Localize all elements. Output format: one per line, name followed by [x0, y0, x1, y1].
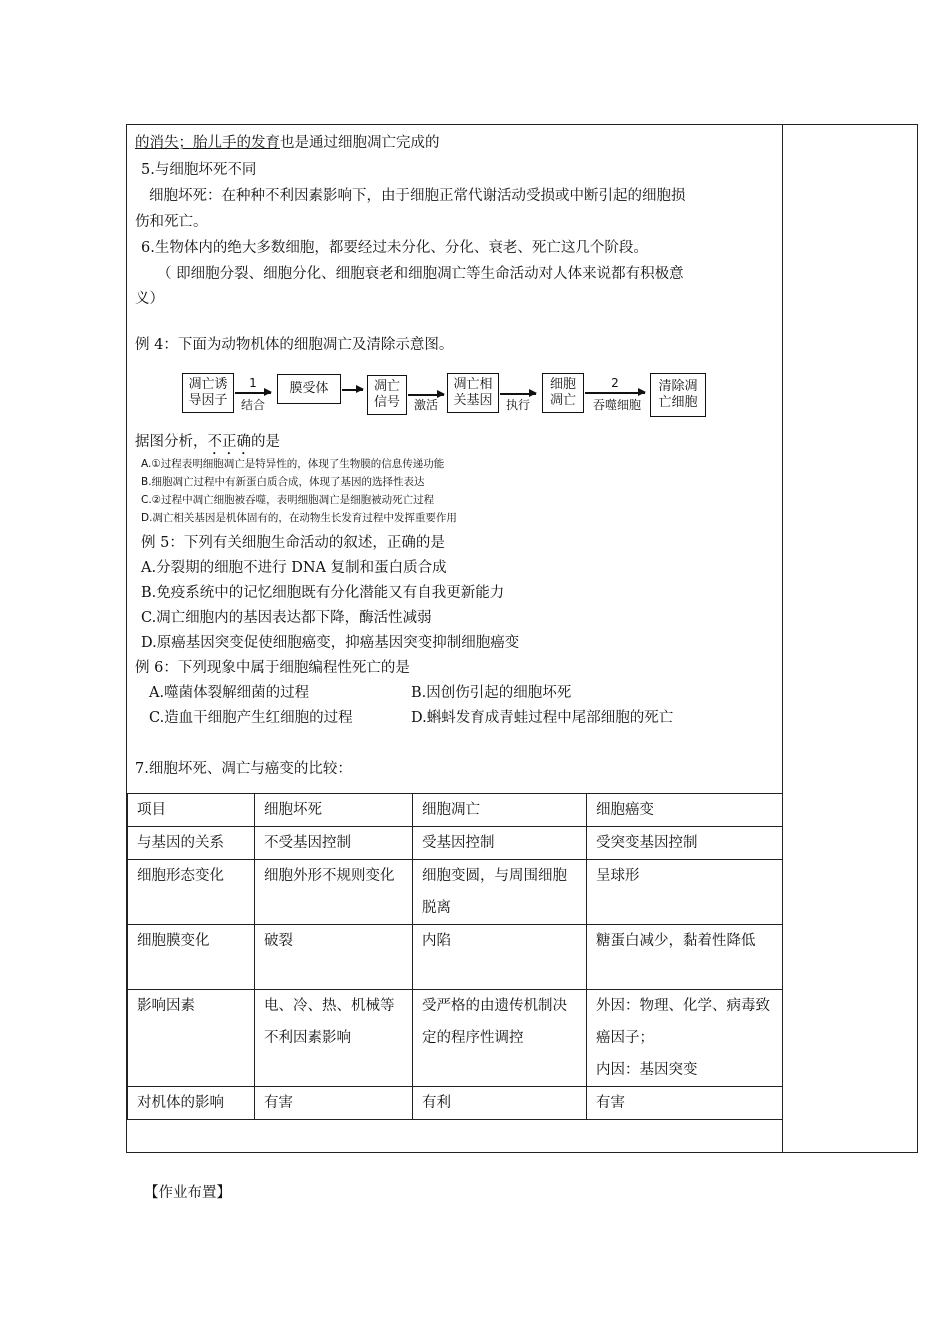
ex6-option-d: D.蝌蚪发育成青蛙过程中尾部细胞的死亡: [411, 710, 674, 726]
table-row: [128, 925, 783, 990]
table-cell: 有害: [587, 1087, 783, 1120]
diagram-arrow-2: [342, 389, 363, 391]
table-cell: 内陷: [413, 925, 587, 990]
ex4-option-c: C.②过程中凋亡细胞被吞噬，表明细胞凋亡是细胞被动死亡过程: [141, 494, 435, 506]
diagram-arrow-1: [235, 392, 271, 394]
cell-text: 外因：物理、化学、病毒致癌因子；: [596, 998, 770, 1046]
ex5-option-a: A.分裂期的细胞不进行 DNA 复制和蛋白质合成: [141, 560, 447, 576]
table-header-cell: 细胞坏死: [255, 794, 413, 827]
diagram-box-genes: 凋亡相 关基因: [447, 373, 499, 413]
ex6-option-b: B.因创伤引起的细胞坏死: [411, 685, 572, 701]
ex6-option-a: A.噬菌体裂解细菌的过程: [149, 685, 310, 701]
section-7-title: 7.细胞坏死、凋亡与癌变的比较：: [135, 761, 352, 777]
ex5-option-d: D.原癌基因突变促使细胞癌变，抑癌基因突变抑制细胞癌变: [141, 635, 520, 651]
table-cell: 破裂: [255, 925, 413, 990]
diagram-arrow-3: [408, 394, 444, 396]
line-3: 伤和死亡。: [135, 214, 208, 230]
ex4-option-a: A.①过程表明细胞凋亡是特异性的，体现了生物膜的信息传递功能: [141, 458, 445, 470]
table-cell: 不受基因控制: [255, 827, 413, 860]
diagram-box-apoptosis: 细胞 凋亡: [542, 373, 584, 413]
underlined-text: 的消失；: [135, 135, 193, 151]
table-header-cell: 项目: [128, 794, 255, 827]
ex5-question: 例 5：下列有关细胞生命活动的叙述，正确的是: [141, 535, 445, 551]
ex4-option-b: B.细胞凋亡过程中有新蛋白质合成，体现了基因的选择性表达: [141, 476, 425, 488]
table-cell: [587, 990, 783, 1087]
line-5: （ 即细胞分裂、细胞分化、细胞衰老和细胞凋亡等生命活动对人体来说都有积极意: [157, 266, 684, 282]
line-6: 义）: [135, 291, 164, 307]
cell-text: 内因：基因突变: [596, 1062, 698, 1078]
table-header-cell: 细胞癌变: [587, 794, 783, 827]
diagram-arrow-5: [585, 392, 645, 394]
table-cell: 细胞变圆，与周围细胞脱离: [413, 860, 587, 925]
table-cell: 细胞外形不规则变化: [255, 860, 413, 925]
arrow-5-number: 2: [611, 376, 619, 390]
table-cell: 有利: [413, 1087, 587, 1120]
arrow-3-label: 激活: [413, 398, 438, 412]
text: 也是通过细胞凋亡完成的: [280, 135, 440, 151]
table-header-cell: 细胞凋亡: [413, 794, 587, 827]
homework-heading: 【作业布置】: [144, 1185, 231, 1201]
ex4-option-d: D.凋亡相关基因是机体固有的，在动物生长发育过程中发挥重要作用: [141, 512, 457, 524]
ex5-option-c: C.凋亡细胞内的基因表达都下降，酶活性减弱: [141, 610, 432, 626]
ex4-question: 例 4：下面为动物机体的细胞凋亡及清除示意图。: [135, 337, 454, 353]
diagram-box-inducer: 凋亡诱 导因子: [182, 373, 234, 413]
arrow-4-label: 执行: [505, 398, 530, 412]
table-cell: 受严格的由遗传机制决定的程序性调控: [413, 990, 587, 1087]
ex5-option-b: B.免疫系统中的记忆细胞既有分化潜能又有自我更新能力: [141, 585, 505, 601]
arrow-5-label: 吞噬细胞: [592, 398, 641, 412]
table-cell: 影响因素: [128, 990, 255, 1087]
table-cell: 与基因的关系: [128, 827, 255, 860]
comparison-table: [127, 793, 783, 1120]
table-header-row: [128, 794, 783, 827]
line-4: 6.生物体内的绝大多数细胞，都要经过未分化、分化、衰老、死亡这几个阶段。: [141, 240, 648, 256]
table-row: [128, 1087, 783, 1120]
table-row: [128, 827, 783, 860]
arrow-1-number: 1: [249, 376, 257, 390]
table-cell: 糖蛋白减少，黏着性降低: [587, 925, 783, 990]
ex6-option-c: C.造血干细胞产生红细胞的过程: [149, 710, 353, 726]
table-cell: 受突变基因控制: [587, 827, 783, 860]
diagram-arrow-4: [500, 393, 536, 395]
ex4-prompt: 据图分析，不正确的是: [135, 434, 280, 450]
table-row: [128, 860, 783, 925]
table-cell: 受基因控制: [413, 827, 587, 860]
emphasis-text: 不正确: [207, 434, 251, 450]
content-table-frame: [126, 124, 918, 1153]
line-2: 细胞坏死：在种种不利因素影响下，由于细胞正常代谢活动受损或中断引起的细胞损: [149, 188, 686, 204]
table-row: [128, 990, 783, 1087]
arrow-1-label: 结合: [240, 398, 265, 412]
table-cell: 细胞形态变化: [128, 860, 255, 925]
ex6-question: 例 6：下列现象中属于细胞编程性死亡的是: [135, 660, 410, 676]
table-cell: 对机体的影响: [128, 1087, 255, 1120]
line-1: 5.与细胞坏死不同: [141, 162, 257, 178]
diagram-box-receptor: 膜受体: [277, 374, 341, 404]
line-0: [135, 133, 440, 153]
table-cell: 有害: [255, 1087, 413, 1120]
diagram-box-signal: 凋亡 信号: [367, 375, 407, 415]
underlined-text: 胎儿手的发育: [193, 135, 280, 151]
table-cell: 呈球形: [587, 860, 783, 925]
diagram-box-clearance: 清除凋 亡细胞: [650, 373, 706, 417]
table-cell: 细胞膜变化: [128, 925, 255, 990]
table-cell: 电、冷、热、机械等不利因素影响: [255, 990, 413, 1087]
